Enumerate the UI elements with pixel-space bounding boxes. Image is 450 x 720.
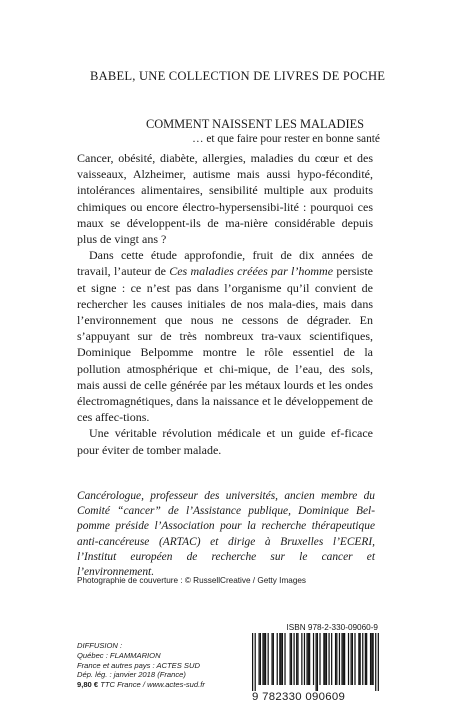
blurb-book-reference: Ces maladies créées par l’homme [169, 264, 334, 279]
price-line [77, 680, 227, 690]
blurb-paragraph-3: Une véritable révolution médicale et un guide ef-ficace pour éviter de tomber malade. [77, 426, 373, 457]
distribution-quebec: Québec : FLAMMARION [77, 650, 161, 660]
blurb-p2-start: Dans cette étude approfondie, fruit de dix années de travail, l’auteur de [77, 248, 373, 279]
book-title-block [130, 117, 380, 147]
isbn-number: ISBN 978-2-330-09060-9 [286, 623, 378, 632]
author-bio: Cancérologue, professeur des universités, ancien membre du Comité “cancer” de l’Assistance publique, Dominique Bel-pomme préside l’Association pour la recherche thérapeutique anti-cancéreuse (ARTAC) et dirige à Bruxelles l’ECERI, l’Institut européen de recherche sur le cancer et l’environnement. [77, 490, 375, 579]
back-cover-blurb [77, 150, 373, 458]
book-subtitle: … et que faire pour rester en bonne santé [192, 133, 380, 145]
distribution-heading: DIFFUSION : [77, 641, 123, 650]
blurb-paragraph-1: Cancer, obésité, diabète, allergies, maladies du cœur et des vaisseaux, Alzheimer, autisme mais aussi hypo-fécondité, intolérances alimentaires, sensibilité multiple aux produits chimiques ou encore électro-hypersensibi-lité : pourquoi ces maux se développent-ils de ma-nière considérable depuis plus de vingt ans ? [77, 151, 373, 247]
photo-credit: Photographie de couverture : © RussellCreative / Getty Images [77, 576, 307, 585]
distribution-block [77, 641, 227, 690]
blurb-p2-end: persiste et signe : ce n’est pas dans l’organisme qu’il convient de rechercher les causes initiales de nos mala-dies, mais dans l’environnement que nous ne cessons de dégrader. En s’appuyant sur de très nombreux tra-vaux scientifiques, Dominique Belpomme montre le rôle essentiel de la pollution atmosphérique et chi-mique, de l’eau, des sols, mais aussi de celle générée par les métaux lourds et les ondes électromagnétiques, dans la naissance et le développement de ces affec-tions. [77, 264, 374, 425]
distribution-france: France et autres pays : ACTES SUD [77, 660, 200, 670]
price-value: 9,80 € [77, 680, 99, 690]
barcode-icon [252, 633, 379, 691]
barcode-digits: 9 782330 090609 [252, 691, 346, 703]
legal-deposit: Dép. lég. : janvier 2018 (France) [77, 670, 186, 680]
price-note: TTC France / www.actes-sud.fr [98, 680, 205, 690]
book-title: COMMENT NAISSENT LES MALADIES [145, 117, 365, 131]
series-line: BABEL, UNE COLLECTION DE LIVRES DE POCHE [90, 69, 386, 83]
blurb-paragraph-2 [77, 247, 373, 425]
